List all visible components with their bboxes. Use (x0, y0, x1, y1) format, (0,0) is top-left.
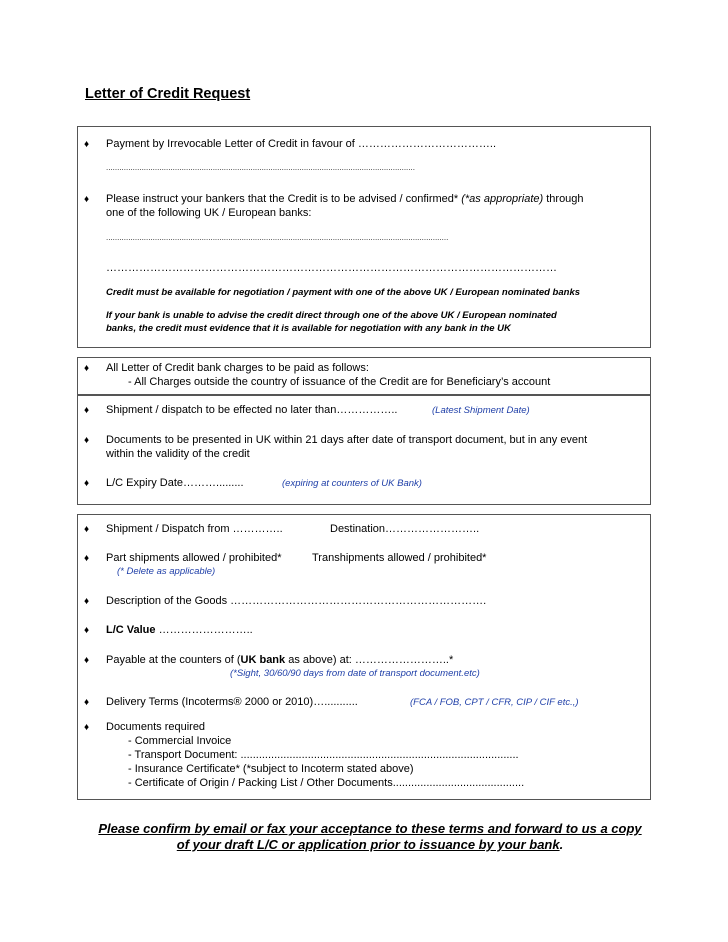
bullet-icon: ♦ (84, 363, 90, 374)
expiry-note: (expiring at counters of UK Bank) (282, 478, 422, 489)
expiry-date-text: L/C Expiry Date………......... (106, 477, 244, 489)
document-item: - Commercial Invoice (128, 735, 232, 747)
beneficiary-line: ........................................................................................................................................... (106, 163, 415, 172)
documents-presented-text-2: within the validity of the credit (106, 448, 250, 460)
payable-note: (*Sight, 30/60/90 days from date of transport document.etc) (230, 668, 480, 679)
bullet-icon: ♦ (84, 524, 90, 535)
page-title: Letter of Credit Request (85, 86, 251, 102)
payment-favour-text: Payment by Irrevocable Letter of Credit in favour of ……………………………….. (106, 138, 497, 150)
bullet-icon: ♦ (84, 553, 90, 564)
latest-shipment-note: (Latest Shipment Date) (432, 405, 530, 416)
bullet-icon: ♦ (84, 435, 90, 446)
bullet-icon: ♦ (84, 697, 90, 708)
documents-presented-text: Documents to be presented in UK within 21 days after date of transport document, but in any event (106, 434, 588, 446)
bullet-icon: ♦ (84, 139, 90, 150)
part-shipments-text: Part shipments allowed / prohibited* (106, 552, 282, 564)
delete-note: (* Delete as applicable) (117, 566, 216, 577)
bullet-icon: ♦ (84, 625, 90, 636)
instruct-bankers-text: Please instruct your bankers that the Credit is to be advised / confirmed* (*as appropriate) through (106, 193, 584, 205)
bullet-icon: ♦ (84, 478, 90, 489)
shipment-from-text: Shipment / Dispatch from ………….. (106, 523, 283, 535)
shipment-deadline-text: Shipment / dispatch to be effected no later than…………….. (106, 404, 398, 416)
document-item: - Insurance Certificate* (*subject to Incoterm stated above) (128, 763, 414, 775)
instruct-bankers-text-2: one of the following UK / European banks: (106, 207, 312, 219)
lc-value-text: L/C Value …………………….. (106, 624, 253, 636)
document-item: - Certificate of Origin / Packing List / Other Documents........................................... (128, 777, 525, 789)
bullet-icon: ♦ (84, 405, 90, 416)
confirmation-footer: Please confirm by email or fax your acceptance to these terms and forward to us a copy of your draft L/C or application prior to issuance by your bank. (98, 821, 642, 852)
payable-text: Payable at the counters of (UK bank as above) at: ……………………..* (106, 654, 454, 666)
charges-text: All Letter of Credit bank charges to be paid as follows: (106, 362, 369, 374)
documents-required-text: Documents required (106, 721, 206, 733)
destination-text: Destination…………………….. (330, 523, 480, 535)
negotiation-note: Credit must be available for negotiation / payment with one of the above UK / European nominated banks (106, 287, 581, 298)
goods-description-text: Description of the Goods ……………………………………………………………. (106, 595, 487, 607)
bank-line-2: …………………………………………………………………………………………………………… (106, 262, 557, 274)
bullet-icon: ♦ (84, 596, 90, 607)
charges-sub-text: - All Charges outside the country of issuance of the Credit are for Beneficiary’s account (128, 376, 551, 388)
advise-note: If your bank is unable to advise the credit direct through one of the above UK / European nominated banks, the credit must evidence that it is available for negotiation with any bank in the UK (106, 310, 557, 334)
delivery-terms-text: Delivery Terms (Incoterms® 2000 or 2010)…........... (106, 696, 358, 708)
bullet-icon: ♦ (84, 655, 90, 666)
bullet-icon: ♦ (84, 722, 90, 733)
document-item: - Transport Document: ........................................................................................... (128, 749, 519, 761)
bullet-icon: ♦ (84, 194, 90, 205)
bank-line-1: .......................................................................................................................................................... (106, 233, 449, 242)
delivery-terms-note: (FCA / FOB, CPT / CFR, CIP / CIF etc.,) (410, 697, 579, 708)
transhipments-text: Transhipments allowed / prohibited* (312, 552, 487, 564)
